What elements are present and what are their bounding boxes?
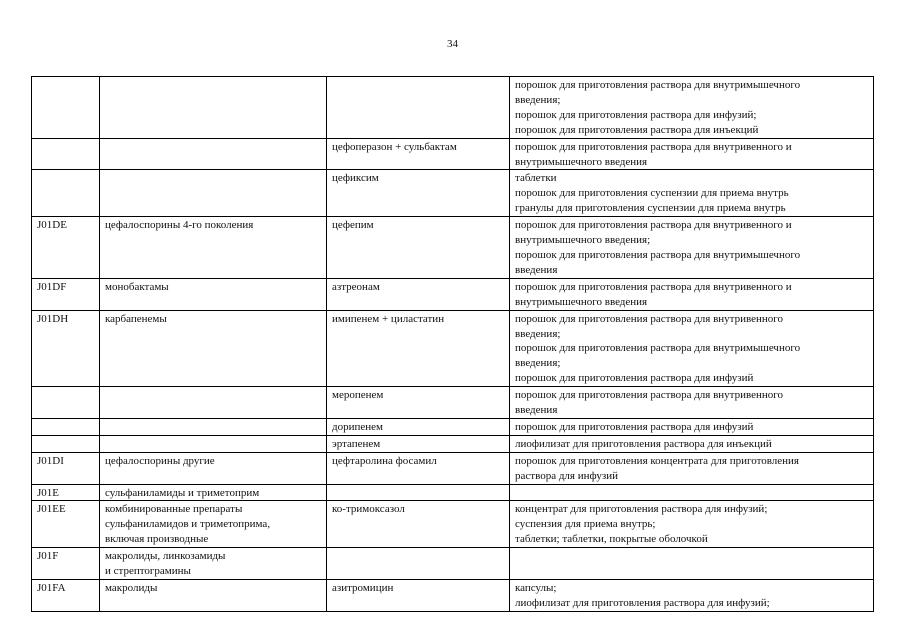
dosage-form-cell: порошок для приготовления раствора для внутривенного и внутримышечного введения [510,138,874,170]
drug-name-cell: ко-тримоксазол [327,501,510,548]
atc-code-cell [32,138,100,170]
atc-code-cell: J01DI [32,452,100,484]
atc-code-cell [32,387,100,419]
group-name-cell [100,138,327,170]
atc-code-cell [32,418,100,435]
table-row [32,217,874,279]
table-row [32,580,874,612]
table-row [32,310,874,387]
drug-name-cell: цефоперазон + сульбактам [327,138,510,170]
table-row [32,278,874,310]
dosage-form-cell: порошок для приготовления раствора для внутримышечного введения; порошок для приготовления раствора для инфузий; порошок для приготовления раствора для инъекций [510,77,874,139]
table-row [32,138,874,170]
atc-code-cell: J01DF [32,278,100,310]
dosage-form-cell: таблетки порошок для приготовления суспензии для приема внутрь гранулы для приготовления суспензии для приема внутрь [510,170,874,217]
table-body [32,77,874,612]
group-name-cell [100,418,327,435]
drug-name-cell: азитромицин [327,580,510,612]
table-row [32,418,874,435]
table-row [32,387,874,419]
table-row [32,548,874,580]
dosage-form-cell [510,548,874,580]
drug-name-cell [327,77,510,139]
dosage-form-cell: порошок для приготовления раствора для внутривенного и внутримышечного введения [510,278,874,310]
dosage-form-cell: порошок для приготовления раствора для инфузий [510,418,874,435]
drug-table [31,76,874,612]
page-number: 34 [447,38,458,50]
atc-code-cell: J01F [32,548,100,580]
drug-name-cell [327,548,510,580]
group-name-cell [100,435,327,452]
group-name-cell [100,77,327,139]
group-name-cell: макролиды [100,580,327,612]
dosage-form-cell: капсулы; лиофилизат для приготовления раствора для инфузий; [510,580,874,612]
atc-code-cell [32,170,100,217]
drug-name-cell: цефтаролина фосамил [327,452,510,484]
group-name-cell: макролиды, линкозамиды и стрептограмины [100,548,327,580]
dosage-form-cell: порошок для приготовления концентрата для приготовления раствора для инфузий [510,452,874,484]
table-row [32,435,874,452]
drug-name-cell: цефиксим [327,170,510,217]
group-name-cell: комбинированные препараты сульфаниламидов и триметоприма, включая производные [100,501,327,548]
table-row [32,484,874,501]
group-name-cell: монобактамы [100,278,327,310]
group-name-cell [100,170,327,217]
group-name-cell: цефалоспорины другие [100,452,327,484]
drug-name-cell: имипенем + циластатин [327,310,510,387]
dosage-form-cell: порошок для приготовления раствора для внутривенного и внутримышечного введения; порошок для приготовления раствора для внутримышечного введения [510,217,874,279]
group-name-cell [100,387,327,419]
drug-name-cell: меропенем [327,387,510,419]
drug-name-cell: эртапенем [327,435,510,452]
dosage-form-cell: порошок для приготовления раствора для внутривенного введения; порошок для приготовления раствора для внутримышечного введения; порошок для приготовления раствора для инфузий [510,310,874,387]
drug-name-cell: дорипенем [327,418,510,435]
dosage-form-cell: концентрат для приготовления раствора для инфузий; суспензия для приема внутрь; таблетки; таблетки, покрытые оболочкой [510,501,874,548]
group-name-cell: карбапенемы [100,310,327,387]
atc-code-cell: J01DE [32,217,100,279]
drug-name-cell: цефепим [327,217,510,279]
group-name-cell: цефалоспорины 4-го поколения [100,217,327,279]
dosage-form-cell: порошок для приготовления раствора для внутривенного введения [510,387,874,419]
dosage-form-cell: лиофилизат для приготовления раствора для инъекций [510,435,874,452]
group-name-cell: сульфаниламиды и триметоприм [100,484,327,501]
atc-code-cell: J01FA [32,580,100,612]
atc-code-cell: J01E [32,484,100,501]
table-row [32,501,874,548]
atc-code-cell: J01DH [32,310,100,387]
table-row [32,170,874,217]
table-row [32,452,874,484]
atc-code-cell: J01EE [32,501,100,548]
atc-code-cell [32,435,100,452]
dosage-form-cell [510,484,874,501]
atc-code-cell [32,77,100,139]
table-row [32,77,874,139]
drug-name-cell: азтреонам [327,278,510,310]
drug-name-cell [327,484,510,501]
